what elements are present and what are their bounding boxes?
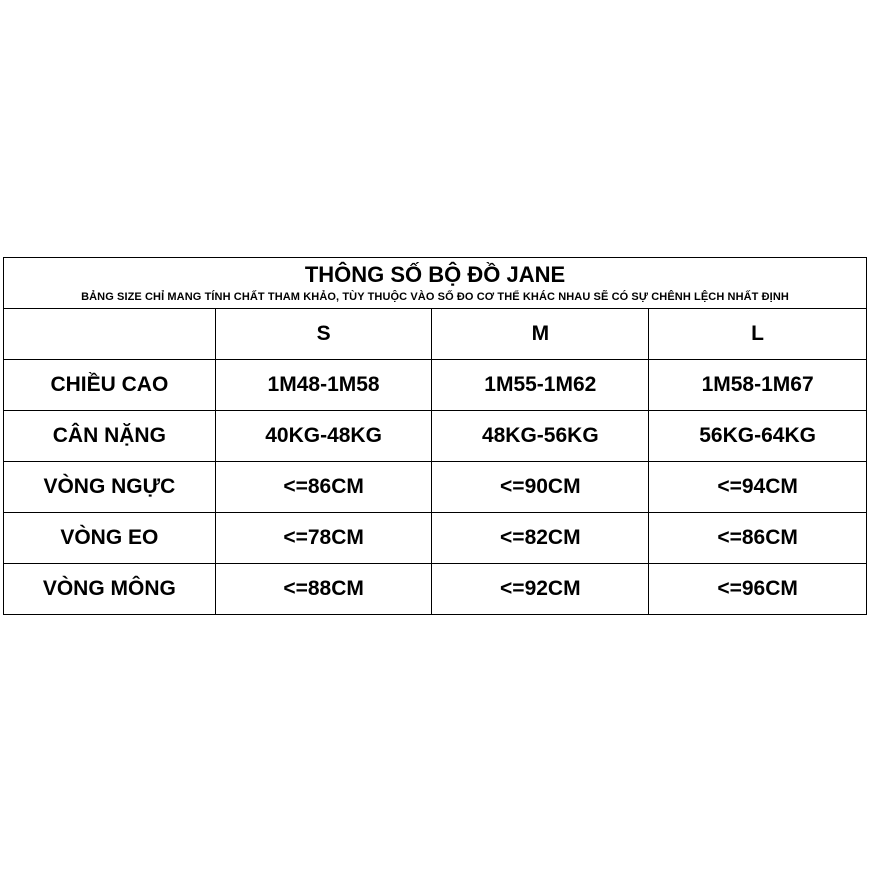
cell-m: 1M55-1M62 (432, 360, 649, 411)
table-row-height (4, 360, 867, 411)
row-label: CHIỀU CAO (4, 360, 216, 411)
table-header-cell (4, 258, 867, 309)
column-header-m: M (432, 309, 649, 360)
cell-s: <=86CM (215, 462, 432, 513)
cell-m: 48KG-56KG (432, 411, 649, 462)
row-label: VÒNG NGỰC (4, 462, 216, 513)
cell-l: <=96CM (649, 564, 867, 615)
table-row-weight (4, 411, 867, 462)
column-header-l: L (649, 309, 867, 360)
table-header-row (4, 258, 867, 309)
cell-l: 1M58-1M67 (649, 360, 867, 411)
cell-l: <=86CM (649, 513, 867, 564)
cell-m: <=92CM (432, 564, 649, 615)
table-title: THÔNG SỐ BỘ ĐỒ JANE (304, 262, 566, 287)
size-header-row (4, 309, 867, 360)
size-chart-table (3, 257, 867, 615)
row-label: CÂN NẶNG (4, 411, 216, 462)
table-subtitle: BẢNG SIZE CHỈ MANG TÍNH CHẤT THAM KHẢO, TÙY THUỘC VÀO SỐ ĐO CƠ THỂ KHÁC NHAU SẼ CÓ SỰ CHÊNH LỆCH NHẤT ĐỊNH (81, 291, 789, 303)
column-header-empty (4, 309, 216, 360)
cell-m: <=90CM (432, 462, 649, 513)
cell-s: <=78CM (215, 513, 432, 564)
cell-s: 1M48-1M58 (215, 360, 432, 411)
table-row-hip (4, 564, 867, 615)
cell-m: <=82CM (432, 513, 649, 564)
column-header-s: S (215, 309, 432, 360)
cell-s: <=88CM (215, 564, 432, 615)
cell-l: <=94CM (649, 462, 867, 513)
row-label: VÒNG EO (4, 513, 216, 564)
table-row-waist (4, 513, 867, 564)
cell-l: 56KG-64KG (649, 411, 867, 462)
row-label: VÒNG MÔNG (4, 564, 216, 615)
cell-s: 40KG-48KG (215, 411, 432, 462)
table-row-chest (4, 462, 867, 513)
